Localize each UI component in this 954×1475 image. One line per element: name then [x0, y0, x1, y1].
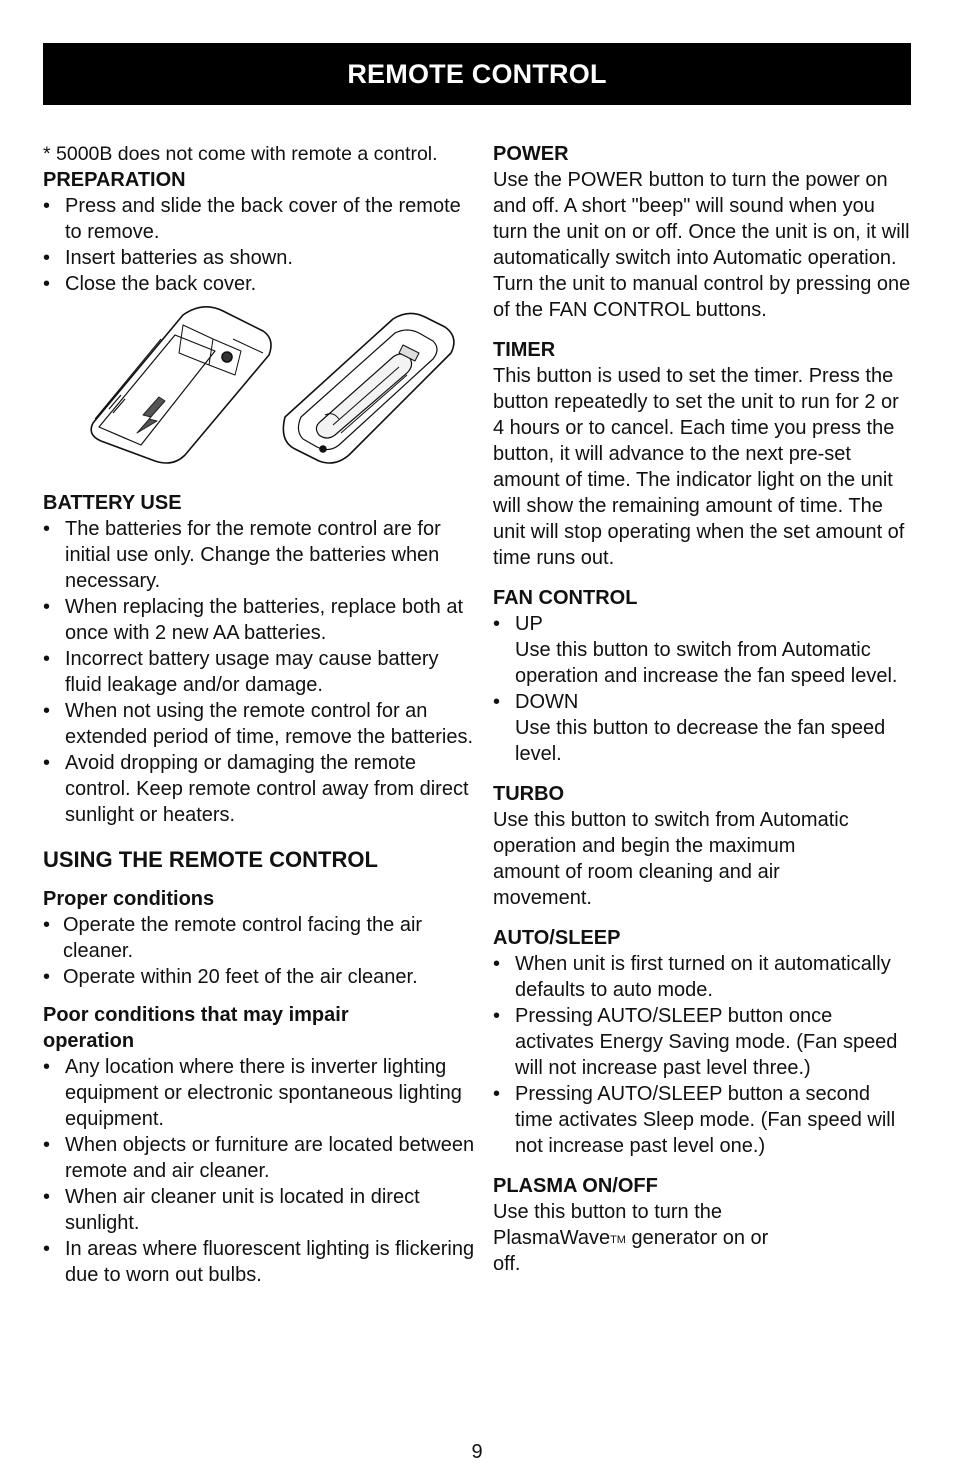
list-item: • Incorrect battery usage may cause battery fluid leakage and/or damage.: [43, 646, 478, 698]
battery-use-heading: BATTERY USE: [43, 492, 182, 514]
fan-down-text: Use this button to decrease the fan speed level.: [515, 717, 886, 765]
battery-use-list: [43, 516, 478, 828]
list-item: • Insert batteries as shown.: [43, 245, 478, 271]
poor-conditions-heading: Poor conditions that may impair operation: [43, 1004, 349, 1052]
list-item: • Avoid dropping or damaging the remote control. Keep remote control away from direct sunlight or heaters.: [43, 750, 478, 828]
power-heading: POWER: [493, 143, 569, 165]
plasma-text: [493, 1199, 793, 1277]
list-item: • Pressing AUTO/SLEEP button once activates Energy Saving mode. (Fan speed will not increase past level three.): [493, 1003, 913, 1081]
fan-down-label: • DOWN: [515, 691, 579, 713]
remote-batteries-icon: [283, 313, 454, 463]
page-number: 9: [471, 1441, 483, 1463]
list-item: [493, 689, 913, 767]
left-column: [43, 141, 478, 1288]
poor-conditions-list: [43, 1054, 478, 1288]
list-item: [493, 611, 913, 689]
turbo-heading: TURBO: [493, 783, 565, 805]
list-item: • Any location where there is inverter lighting equipment or electronic spontaneous lighting equipment.: [43, 1054, 478, 1132]
battery-installation-illustration: [63, 305, 458, 473]
auto-sleep-list: [493, 951, 913, 1159]
list-item: • Operate within 20 feet of the air cleaner.: [43, 964, 478, 990]
list-item: • Press and slide the back cover of the remote to remove.: [43, 193, 478, 245]
section-banner: [43, 43, 911, 105]
plasma-text-a: Use this button to turn the PlasmaWave: [493, 1201, 723, 1249]
plasma-heading: PLASMA ON/OFF: [493, 1175, 658, 1197]
proper-conditions-heading: Proper conditions: [43, 888, 215, 910]
right-column: [493, 141, 913, 1277]
auto-sleep-heading: AUTO/SLEEP: [493, 927, 621, 949]
trademark-mark: TM: [610, 1234, 626, 1246]
power-text: Use the POWER button to turn the power on and off. A short "beep" will sound when you turn the unit on or off. Once the unit is on, it will automatically switch into Automatic operation. Turn the unit to manual control by pressing one of the FAN CONTROL buttons.: [493, 169, 911, 321]
list-item: • When objects or furniture are located between remote and air cleaner.: [43, 1132, 478, 1184]
preparation-heading: PREPARATION: [43, 169, 186, 191]
list-item: • When not using the remote control for an extended period of time, remove the batteries.: [43, 698, 478, 750]
list-item: • When unit is first turned on it automatically defaults to auto mode.: [493, 951, 913, 1003]
remote-back-cover-icon: [91, 307, 271, 463]
turbo-text: Use this button to switch from Automatic operation and begin the maximum amount of room cleaning and air movement.: [493, 809, 849, 909]
timer-text: This button is used to set the timer. Press the button repeatedly to set the unit to run for 2 or 4 hours or to cancel. Each time you press the button, it will advance to the next pre-set amount of time. The indicator light on the unit will show the remaining amount of time. The unit will stop operating when the set amount of time runs out.: [493, 365, 905, 569]
page-title: REMOTE CONTROL: [347, 58, 607, 89]
preparation-list: [43, 193, 478, 297]
list-item: • When air cleaner unit is located in direct sunlight.: [43, 1184, 478, 1236]
proper-conditions-list: [43, 912, 478, 990]
list-item: • When replacing the batteries, replace both at once with 2 new AA batteries.: [43, 594, 478, 646]
fan-control-list: [493, 611, 913, 767]
list-item: • Pressing AUTO/SLEEP button a second time activates Sleep mode. (Fan speed will not increase past level one.): [493, 1081, 913, 1159]
list-item: • Operate the remote control facing the air cleaner.: [43, 912, 478, 964]
list-item: • The batteries for the remote control are for initial use only. Change the batteries when necessary.: [43, 516, 478, 594]
fan-up-label: • UP: [515, 613, 543, 635]
model-note: * 5000B does not come with remote a control.: [43, 143, 438, 165]
list-item: • In areas where fluorescent lighting is flickering due to worn out bulbs.: [43, 1236, 478, 1288]
list-item: • Close the back cover.: [43, 271, 478, 297]
fan-control-heading: FAN CONTROL: [493, 587, 638, 609]
fan-up-text: Use this button to switch from Automatic operation and increase the fan speed level.: [515, 639, 898, 687]
plasma-text-b: generator on or off.: [493, 1227, 769, 1275]
timer-heading: TIMER: [493, 339, 556, 361]
using-remote-heading: USING THE REMOTE CONTROL: [43, 847, 378, 872]
